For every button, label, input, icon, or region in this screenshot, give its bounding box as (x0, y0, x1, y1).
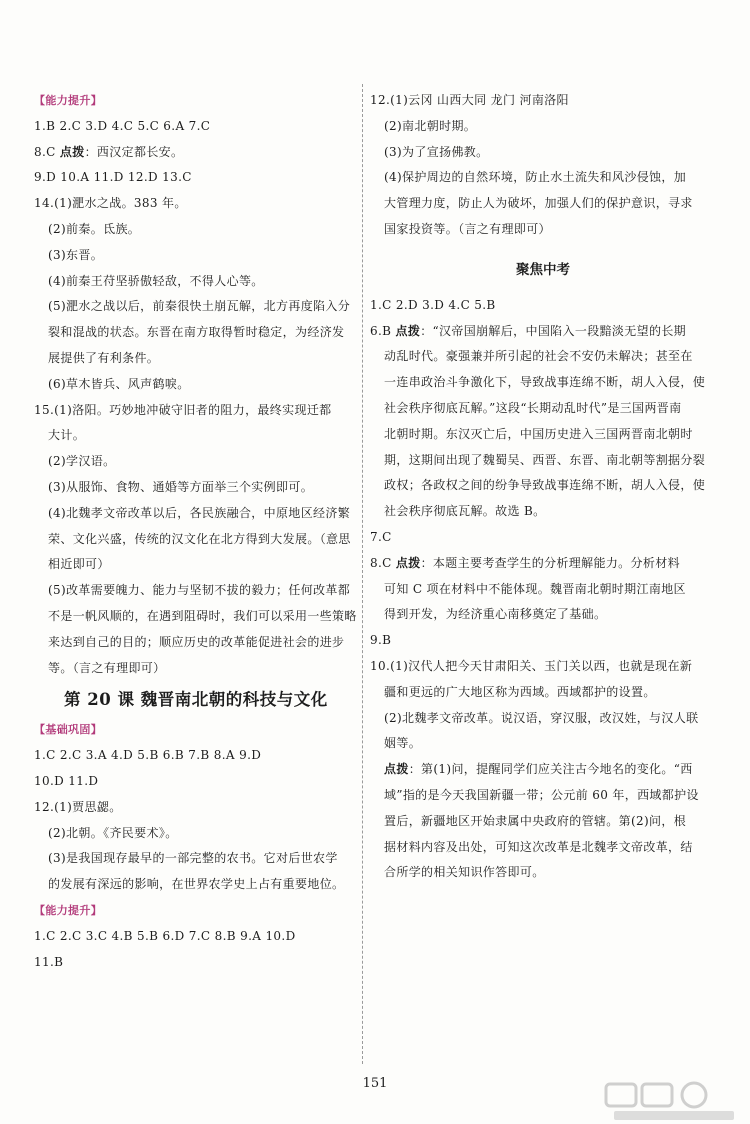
answer-line: 期，这期间出现了魏蜀吴、西晋、东晋、南北朝等割据分裂 (384, 452, 706, 467)
answer-line: 1.C 2.C 3.C 4.B 5.B 6.D 7.C 8.B 9.A 10.D (34, 928, 296, 943)
answer-line: 11.B (34, 954, 64, 969)
answer-line: 10.(1)汉代人把今天甘肃阳关、玉门关以西，也就是现在新 (370, 658, 693, 673)
answer-line: 8.C 点拨：本题主要考查学生的分析理解能力。分析材料 (370, 555, 680, 570)
answer-line: 10.D 11.D (34, 773, 99, 788)
answer-line: (5)淝水之战以后，前秦很快土崩瓦解，北方再度陷入分 (48, 299, 351, 314)
watermark-logo (600, 1078, 750, 1124)
column-divider (362, 84, 363, 1064)
page-number: 151 (362, 1076, 388, 1091)
answer-line: 置后，新疆地区开始隶属中央政府的管辖。第(2)问，根 (384, 813, 687, 828)
answer-line: 1.B 2.C 3.D 4.C 5.C 6.A 7.C (34, 118, 211, 133)
answer-line: 国家投资等。（言之有理即可） (384, 221, 551, 236)
answer-line: (6)草木皆兵、风声鹤唳。 (48, 376, 190, 391)
answer-line: (2)学汉语。 (48, 454, 116, 469)
answer-line: (2)北朝。《齐民要术》。 (48, 825, 178, 840)
right-column (370, 88, 716, 886)
answer-line: 等。（言之有理即可） (48, 660, 166, 675)
answer-line: 8.C 点拨：西汉定都长安。 (34, 144, 184, 159)
answer-line: 裂和混战的状态。东晋在南方取得暂时稳定，为经济发 (48, 325, 345, 340)
answer-line: 1.C 2.D 3.D 4.C 5.B (370, 297, 496, 312)
answer-line: 展提供了有利条件。 (48, 350, 160, 365)
answer-line: (4)保护周边的自然环境，防止水土流失和风沙侵蚀，加 (384, 170, 687, 185)
answer-line: 12.(1)贾思勰。 (34, 799, 122, 814)
answer-line: 15.(1)洛阳。巧妙地冲破守旧者的阻力，最终实现迁都 (34, 402, 332, 417)
answer-line: 动乱时代。豪强兼并所引起的社会不安仍未解决；甚至在 (384, 349, 693, 364)
answer-line: 大管理力度，防止人为破坏，加强人们的保护意识，寻求 (384, 196, 693, 211)
answer-line: (3)从服饰、食物、通婚等方面举三个实例即可。 (48, 479, 314, 494)
answer-line: 1.C 2.C 3.A 4.D 5.B 6.B 7.B 8.A 9.D (34, 748, 262, 763)
left-column (34, 88, 356, 975)
answer-line: 据材料内容及出处，可知这次改革是北魏孝文帝改革，结 (384, 839, 693, 854)
answer-line: 北朝时期。东汉灭亡后，中国历史进入三国两晋南北朝时 (384, 426, 693, 441)
answer-line: 相近即可） (48, 557, 110, 572)
answer-line: 一连串政治斗争激化下，导致战事连绵不断，胡人入侵，使 (384, 375, 706, 390)
answer-line: 合所学的相关知识作答即可。 (384, 865, 545, 880)
answer-line: (2)前秦。氐族。 (48, 221, 141, 236)
answer-line: (3)东晋。 (48, 247, 104, 262)
section-tag-ability: 【能力提升】 (34, 903, 103, 917)
answer-line: 点拨：第(1)问，提醒同学们应关注古今地名的变化。“西 (384, 762, 693, 777)
answer-line: 社会秩序彻底瓦解。故选 B。 (384, 504, 546, 519)
answer-line: 可知 C 项在材料中不能体现。魏晋南北朝时期江南地区 (384, 581, 686, 596)
answer-line: 不是一帆风顺的，在遇到阻碍时，我们可以采用一些策略 (48, 608, 357, 623)
answer-line: 域”指的是今天我国新疆一带；公元前 60 年，西域都护设 (384, 787, 699, 802)
answer-line: (3)为了宣扬佛教。 (384, 144, 489, 159)
answer-line: 6.B 点拨：“汉帝国崩解后，中国陷入一段黯淡无望的长期 (370, 323, 687, 338)
answer-line: 9.D 10.A 11.D 12.D 13.C (34, 170, 192, 185)
answer-line: 社会秩序彻底瓦解。”这段“长期动乱时代”是三国两晋南 (384, 400, 682, 415)
section-tag-ability: 【能力提升】 (34, 94, 103, 107)
answer-line: 12.(1)云冈 山西大同 龙门 河南洛阳 (370, 93, 569, 107)
answer-line: (5)改革需要魄力、能力与坚韧不拔的毅力；任何改革都 (48, 583, 351, 598)
answer-line: 大计。 (48, 428, 86, 443)
answer-line: 14.(1)淝水之战。383 年。 (34, 196, 187, 211)
section-heading: 聚焦中考 (516, 261, 570, 278)
answer-line: 9.B (370, 633, 392, 648)
answer-line: 7.C (370, 529, 392, 544)
lesson-title: 第 20 课 魏晋南北朝的科技与文化 (64, 690, 328, 710)
answer-line: 的发展有深远的影响，在世界农学史上占有重要地位。 (48, 877, 345, 892)
section-tag-basic: 【基础巩固】 (34, 723, 103, 737)
answer-line: 姻等。 (384, 736, 422, 751)
answer-line: (3)是我国现存最早的一部完整的农书。它对后世农学 (48, 851, 338, 866)
answer-line: 疆和更远的广大地区称为西域。西域都护的设置。 (384, 684, 656, 699)
answer-line: 来达到自己的目的；顺应历史的改革能促进社会的进步 (48, 634, 345, 649)
answer-line: 荣、文化兴盛，传统的汉文化在北方得到大发展。（意思 (48, 531, 351, 546)
answer-line: (2)南北朝时期。 (384, 118, 477, 133)
answer-line: 政权；各政权之间的纷争导致战事连绵不断，胡人入侵，使 (384, 478, 706, 493)
answer-line: (4)前秦王苻坚骄傲轻敌，不得人心等。 (48, 273, 264, 288)
answer-line: (4)北魏孝文帝改革以后，各民族融合，中原地区经济繁 (48, 505, 351, 520)
answer-line: 得到开发，为经济重心南移奠定了基础。 (384, 607, 607, 622)
answer-line: (2)北魏孝文帝改革。说汉语，穿汉服，改汉姓，与汉人联 (384, 710, 699, 725)
